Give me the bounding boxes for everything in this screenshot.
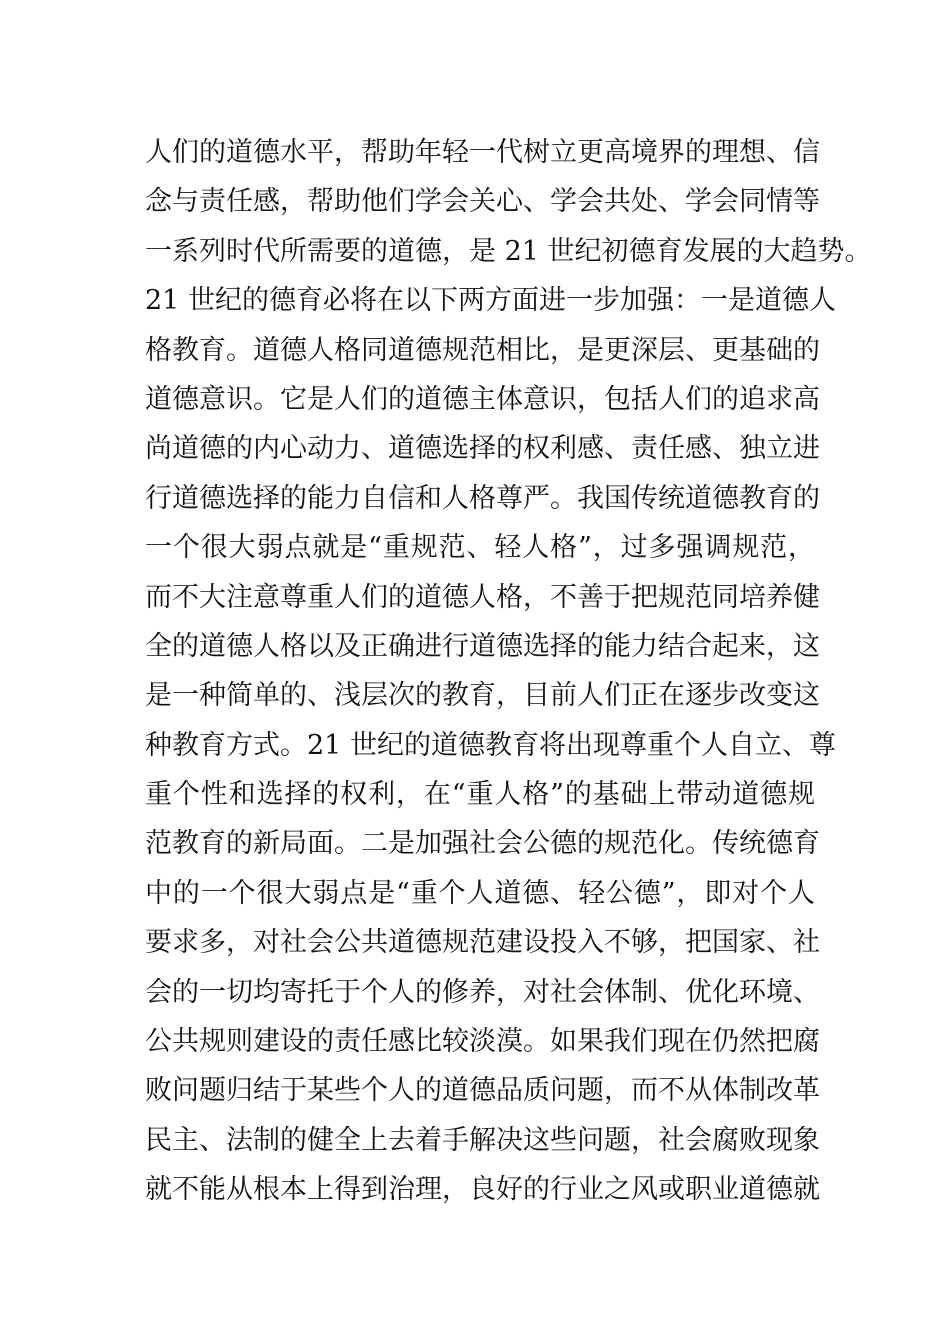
- text-line: 是一种简单的、浅层次的教育，目前人们正在逐步改变这: [145, 680, 820, 712]
- text-line: 人们的道德水平，帮助年轻一代树立更高境界的理想、信: [145, 137, 820, 168]
- text-line: 种教育方式。21 世纪的道德教育将出现尊重个人自立、尊: [145, 729, 836, 761]
- text-line: 公共规则建设的责任感比较淡漠。如果我们现在仍然把腐: [145, 1026, 820, 1058]
- text-line: 中的一个很大弱点是“重个人道德、轻公德”，即对个人: [145, 877, 815, 909]
- text-line: 道德意识。它是人们的道德主体意识，包括人们的追求高: [145, 383, 820, 415]
- text-line: 范教育的新局面。二是加强社会公德的规范化。传统德育: [145, 828, 820, 860]
- text-line: 重个性和选择的权利，在“重人格”的基础上带动道德规: [145, 779, 815, 811]
- text-line: 一系列时代所需要的道德，是 21 世纪初德育发展的大趋势。: [145, 235, 872, 267]
- text-line: 全的道德人格以及正确进行道德选择的能力结合起来，这: [145, 630, 820, 662]
- text-line: 就不能从根本上得到治理，良好的行业之风或职业道德就: [145, 1174, 820, 1206]
- text-line: 一个很大弱点就是“重规范、轻人格”，过多强调规范，: [145, 532, 815, 564]
- text-line: 而不大注意尊重人们的道德人格，不善于把规范同培养健: [145, 581, 820, 613]
- text-line: 行道德选择的能力自信和人格尊严。我国传统道德教育的: [145, 482, 820, 514]
- text-line: 会的一切均寄托于个人的修养，对社会体制、优化环境、: [145, 976, 820, 1008]
- text-line: 念与责任感，帮助他们学会关心、学会共处、学会同情等: [145, 186, 820, 218]
- text-line: 格教育。道德人格同道德规范相比，是更深层、更基础的: [145, 334, 820, 366]
- text-line: 尚道德的内心动力、道德选择的权利感、责任感、独立进: [145, 433, 820, 465]
- text-line: 21 世纪的德育必将在以下两方面进一步加强：一是道德人: [145, 285, 836, 317]
- text-line: 要求多，对社会公共道德规范建设投入不够，把国家、社: [145, 927, 820, 959]
- body-paragraph: [145, 128, 872, 1215]
- text-line: 败问题归结于某些个人的道德品质问题，而不从体制改革: [145, 1075, 820, 1107]
- text-line: 民主、法制的健全上去着手解决这些问题，社会腐败现象: [145, 1124, 820, 1156]
